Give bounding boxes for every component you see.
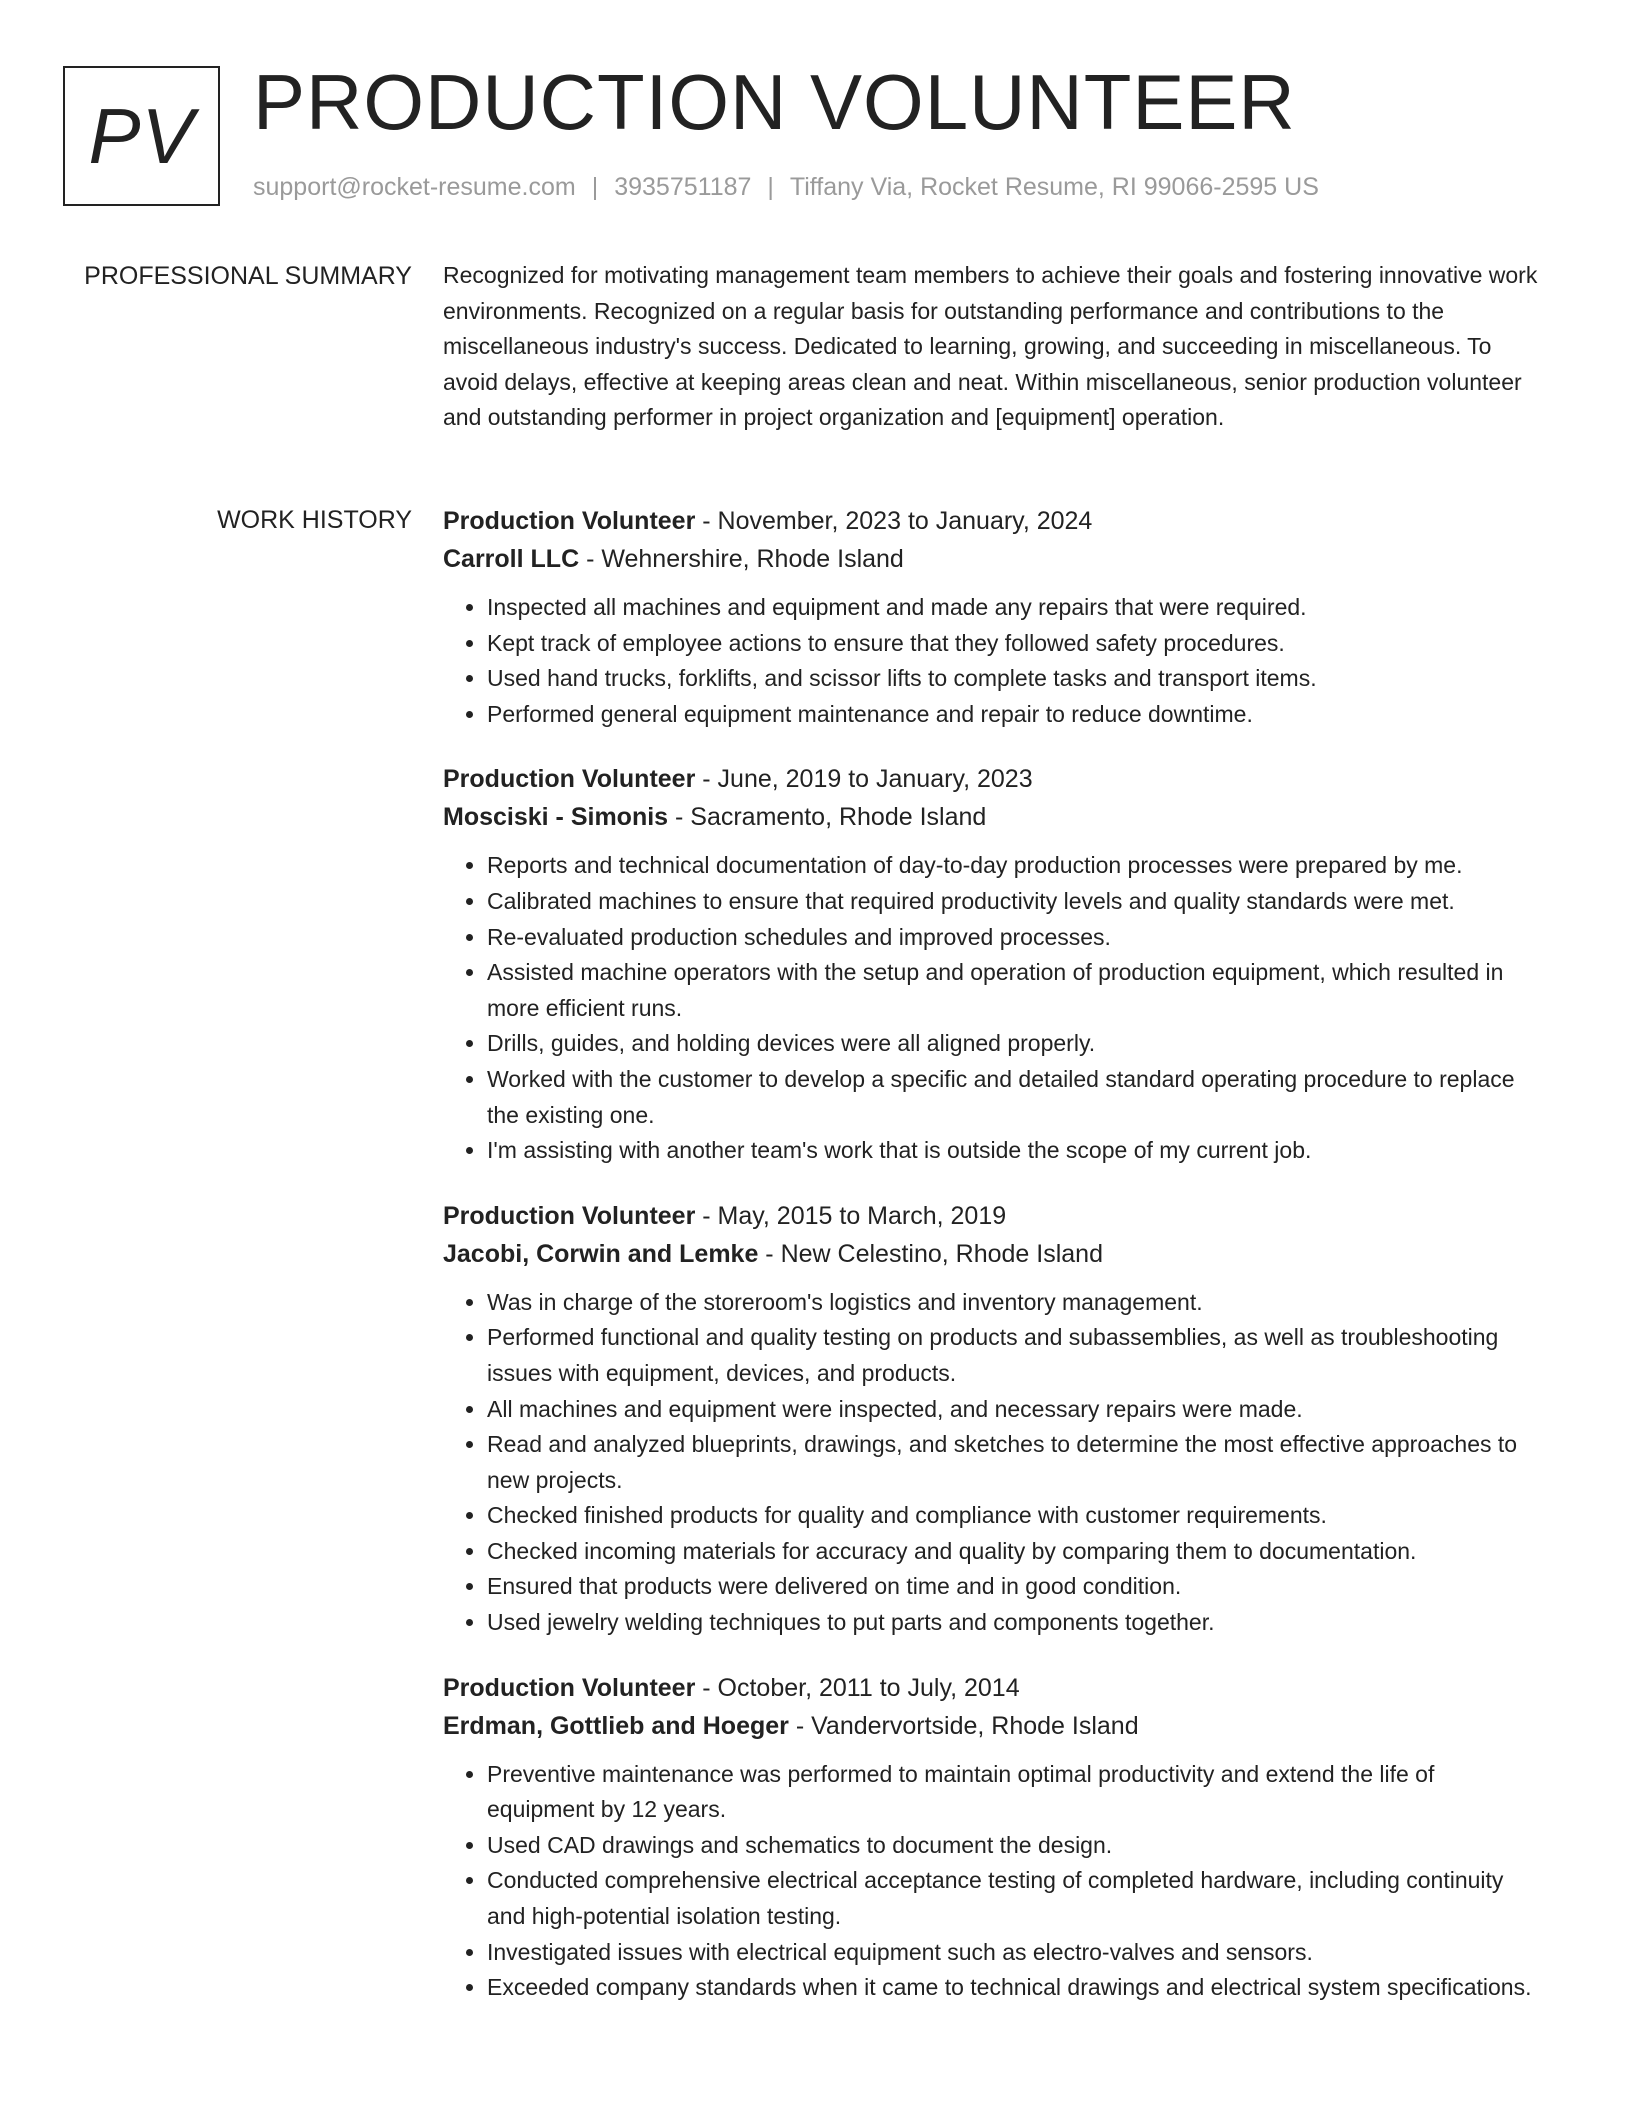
- summary-text: Recognized for motivating management team members to achieve their goals and fostering innovative work environments. Recognized on a regular basis for outstanding performance and contributions to the miscellaneous industry's success. Dedicated to learning, growing, and succeeding in miscellaneous. To avoid delays, effective at keeping areas clean and neat. Within miscellaneous, senior production volunteer and outstanding performer in project organization and [equipment] operation.: [443, 262, 1538, 431]
- job-duties-list: [443, 1285, 1538, 1641]
- duty-item: • Checked incoming materials for accuracy and quality by comparing them to documentation.: [487, 1534, 1538, 1570]
- job-title: Production Volunteer: [443, 507, 696, 535]
- job-title: Production Volunteer: [443, 1673, 696, 1702]
- duty-item: • Inspected all machines and equipment and made any repairs that were required.: [487, 590, 1538, 626]
- job-title-line: [443, 1197, 1538, 1235]
- duty-item: • Checked finished products for quality and compliance with customer requirements.: [487, 1498, 1538, 1534]
- duty-item: • Exceeded company standards when it came to technical drawings and electrical system specifications.: [487, 1970, 1538, 2006]
- job-entry: [443, 1197, 1538, 1641]
- duty-item: • Drills, guides, and holding devices were all aligned properly.: [487, 1026, 1538, 1062]
- job-company: Erdman, Gottlieb and Hoeger: [443, 1711, 789, 1740]
- contact-separator: |: [767, 173, 774, 201]
- duty-item: • Calibrated machines to ensure that required productivity levels and quality standards were met.: [487, 884, 1538, 920]
- duty-item: • Performed functional and quality testing on products and subassemblies, as well as troubleshooting issues with equipment, devices, and products.: [487, 1320, 1538, 1391]
- duty-item: • Reports and technical documentation of day-to-day production processes were prepared by me.: [487, 848, 1538, 884]
- job-entry: [443, 1669, 1538, 2006]
- job-duties-list: [443, 590, 1538, 732]
- job-list: [443, 502, 1538, 2034]
- job-title-line: [443, 760, 1538, 798]
- duty-item: • Performed general equipment maintenance and repair to reduce downtime.: [487, 697, 1538, 733]
- section-label-work-history: WORK HISTORY: [217, 506, 412, 534]
- duty-item: • Was in charge of the storeroom's logistics and inventory management.: [487, 1285, 1538, 1321]
- job-company-line: [443, 1235, 1538, 1273]
- contact-line: [253, 173, 1319, 202]
- duty-item: • Preventive maintenance was performed to maintain optimal productivity and extend the life of equipment by 12 years.: [487, 1757, 1538, 1828]
- job-dates: - November, 2023 to January, 2024: [695, 507, 1093, 535]
- resume-name: PRODUCTION VOLUNTEER: [253, 58, 1296, 146]
- duty-item: • Worked with the customer to develop a specific and detailed standard operating procedure to replace the existing one.: [487, 1062, 1538, 1133]
- job-location: - Vandervortside, Rhode Island: [788, 1711, 1139, 1740]
- contact-phone: 3935751187: [614, 173, 752, 201]
- job-company-line: [443, 1707, 1538, 1745]
- job-title-line: [443, 502, 1538, 540]
- job-company-line: [443, 798, 1538, 836]
- contact-email: support@rocket-resume.com: [253, 173, 576, 201]
- duty-item: • Conducted comprehensive electrical acceptance testing of completed hardware, including continuity and high-potential isolation testing.: [487, 1863, 1538, 1934]
- job-location: - Sacramento, Rhode Island: [668, 803, 987, 832]
- job-dates: - October, 2011 to July, 2014: [695, 1673, 1020, 1702]
- job-entry: [443, 760, 1538, 1168]
- duty-item: • Used jewelry welding techniques to put parts and components together.: [487, 1605, 1538, 1641]
- duty-item: • Used hand trucks, forklifts, and scissor lifts to complete tasks and transport items.: [487, 661, 1538, 697]
- job-location: - New Celestino, Rhode Island: [758, 1239, 1103, 1268]
- job-title: Production Volunteer: [443, 1201, 696, 1230]
- duty-item: • Read and analyzed blueprints, drawings, and sketches to determine the most effective approaches to new projects.: [487, 1427, 1538, 1498]
- duty-item: • Assisted machine operators with the setup and operation of production equipment, which resulted in more efficient runs.: [487, 955, 1538, 1026]
- job-company-line: [443, 540, 1538, 578]
- job-company: Carroll LLC: [443, 545, 580, 573]
- job-duties-list: [443, 1757, 1538, 2006]
- contact-separator: |: [591, 173, 599, 201]
- duty-item: • Used CAD drawings and schematics to document the design.: [487, 1828, 1538, 1864]
- section-label-summary: PROFESSIONAL SUMMARY: [84, 262, 412, 290]
- job-dates: - May, 2015 to March, 2019: [695, 1201, 1007, 1230]
- monogram-logo: PV: [63, 66, 220, 206]
- job-entry: [443, 502, 1538, 732]
- job-company: Jacobi, Corwin and Lemke: [443, 1239, 759, 1268]
- job-dates: - June, 2019 to January, 2023: [695, 765, 1033, 794]
- duty-item: • Kept track of employee actions to ensure that they followed safety procedures.: [487, 626, 1538, 662]
- job-title-line: [443, 1669, 1538, 1707]
- duty-item: • Ensured that products were delivered on time and in good condition.: [487, 1569, 1538, 1605]
- duty-item: • Investigated issues with electrical equipment such as electro-valves and sensors.: [487, 1935, 1538, 1971]
- duty-item: • All machines and equipment were inspected, and necessary repairs were made.: [487, 1392, 1538, 1428]
- contact-address: Tiffany Via, Rocket Resume, RI 99066-2595 US: [789, 173, 1319, 201]
- job-location: - Wehnershire, Rhode Island: [579, 545, 904, 573]
- job-company: Mosciski - Simonis: [443, 803, 669, 832]
- job-duties-list: [443, 848, 1538, 1168]
- job-title: Production Volunteer: [443, 765, 696, 794]
- duty-item: • Re-evaluated production schedules and improved processes.: [487, 920, 1538, 956]
- duty-item: • I'm assisting with another team's work that is outside the scope of my current job.: [487, 1133, 1538, 1169]
